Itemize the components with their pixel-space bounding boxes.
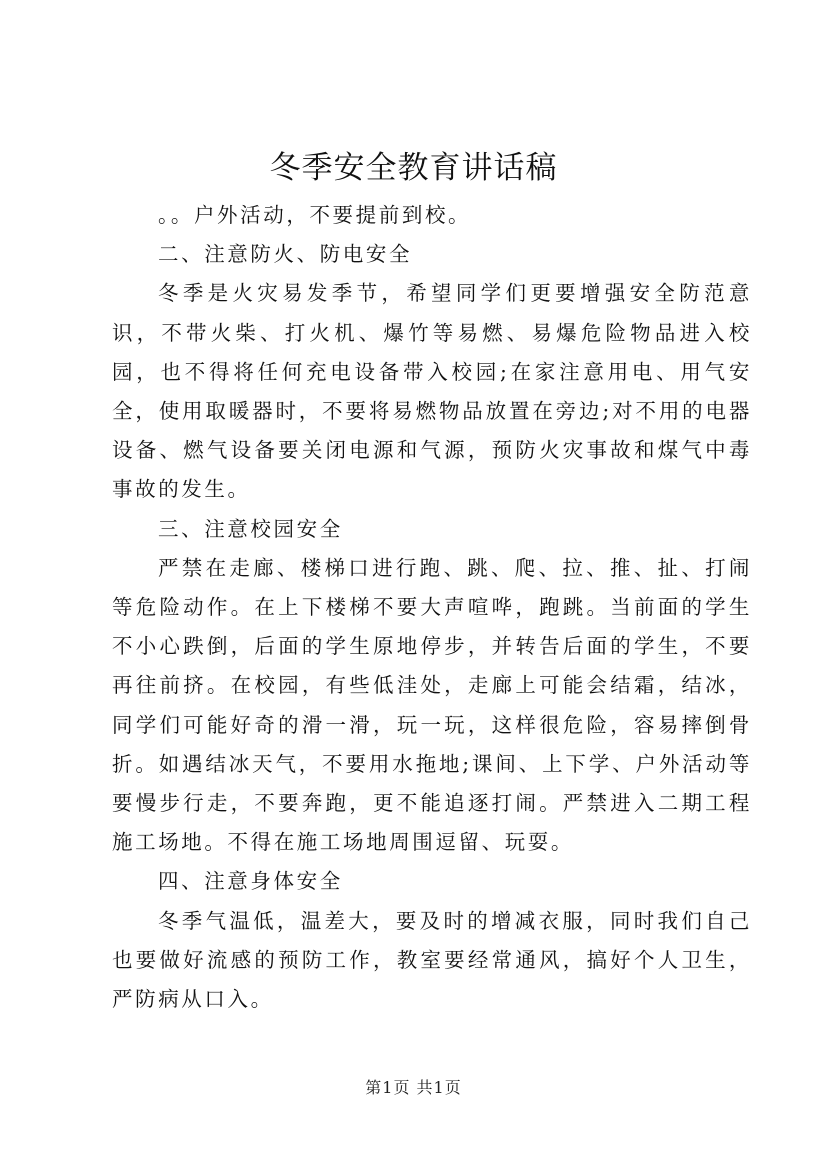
document-title: 冬季安全教育讲话稿: [269, 150, 558, 186]
page-number-footer: 第1页 共1页: [365, 1078, 462, 1097]
paragraph-fire-electric: 冬季是火灾易发季节，希望同学们更要增强安全防范意识，不带火柴、打火机、爆竹等易燃、易爆危险物品进入校园，也不得将任何充电设备带入校园;在家注意用电、用气安全，使用取暖器时，不要将易燃物品放置在旁边;对不用的电器设备、燃气设备要关闭电源和气源，预防火灾事故和煤气中毒事故的发生。: [112, 281, 752, 502]
section-heading-health: 四、注意身体安全: [158, 869, 343, 894]
section-heading-fire-electric: 二、注意防火、防电安全: [158, 242, 413, 267]
paragraph-health: 冬季气温低，温差大，要及时的增减衣服，同时我们自己也要做好流感的预防工作，教室要经常通风，搞好个人卫生，严防病从口入。: [112, 908, 752, 1012]
document-body: [112, 196, 752, 1019]
section-heading-campus: 三、注意校园安全: [158, 516, 343, 541]
paragraph-campus: 严禁在走廊、楼梯口进行跑、跳、爬、拉、推、扯、打闹等危险动作。在上下楼梯不要大声喧哗，跑跳。当前面的学生不小心跌倒，后面的学生原地停步，并转告后面的学生，不要再往前挤。在校园，有些低洼处，走廊上可能会结霜，结冰，同学们可能好奇的滑一滑，玩一玩，这样很危险，容易摔倒骨折。如遇结冰天气，不要用水拖地;课间、上下学、户外活动等要慢步行走，不要奔跑，更不能追逐打闹。严禁进入二期工程施工场地。不得在施工场地周围逗留、玩耍。: [112, 555, 752, 855]
paragraph-intro: 。。户外活动，不要提前到校。: [158, 203, 472, 227]
